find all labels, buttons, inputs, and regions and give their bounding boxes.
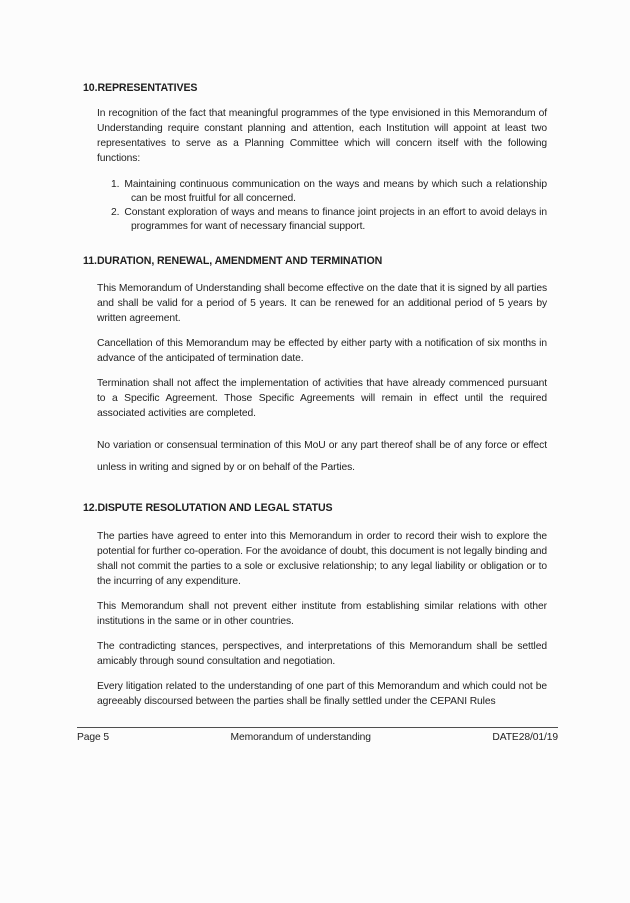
paragraph: This Memorandum shall not prevent either institute from establishing similar relations with other institutions in the same or in other countries. <box>97 601 547 627</box>
footer-date: DATE28/01/19 <box>492 732 558 743</box>
list-item-number: 2. <box>111 207 120 218</box>
section-10-heading <box>83 81 547 96</box>
section-12-number: 12. <box>83 502 98 514</box>
paragraph: The contradicting stances, perspectives, and interpretations of this Memorandum shall be settled amicably through sound consultation and negotiation. <box>97 641 547 667</box>
paragraph: In recognition of the fact that meaningful programmes of the type envisioned in this Memorandum of Understanding require constant planning and attention, each Institution will appoint at least two representatives to serve as a Planning Committee which will concern itself with the following functions: <box>97 108 547 164</box>
section-11-number: 11. <box>83 255 97 267</box>
document-content <box>83 81 547 709</box>
paragraph: This Memorandum of Understanding shall become effective on the date that it is signed by all parties and shall be valid for a period of 5 years. It can be renewed for an additional period of 5 years by written agreement. <box>97 283 547 324</box>
list-item-text: Constant exploration of ways and means to finance joint projects in an effort to avoid delays in programmes for want of necessary financial support. <box>124 207 547 232</box>
paragraph: Every litigation related to the understanding of one part of this Memorandum and which could not be agreeably discoursed between the parties shall be finally settled under the CEPANI Rules <box>97 681 547 707</box>
numbered-list-item <box>83 206 547 234</box>
paragraph: Termination shall not affect the implementation of activities that have already commenced pursuant to a Specific Agreement. Those Specific Agreements will remain in effect until the required associated activities are completed. <box>97 378 547 419</box>
list-item-text: Maintaining continuous communication on the ways and means by which such a relationship can be most fruitful for all concerned. <box>124 179 547 204</box>
section-12-heading <box>83 501 547 516</box>
paragraph: No variation or consensual termination of this MoU or any part thereof shall be of any force or effect unless in writing and signed by or on behalf of the Parties. <box>97 440 547 473</box>
numbered-list <box>83 178 547 234</box>
numbered-list-item <box>83 178 547 206</box>
footer-page-number: Page 5 <box>77 732 110 743</box>
paragraph: Cancellation of this Memorandum may be effected by either party with a notification of six months in advance of the anticipated of termination date. <box>97 338 547 364</box>
footer-doc-title: Memorandum of understanding <box>230 732 371 743</box>
section-11-title: DURATION, RENEWAL, AMENDMENT AND TERMINATION <box>97 255 383 267</box>
section-12-title: DISPUTE RESOLUTATION AND LEGAL STATUS <box>97 502 333 514</box>
paragraph: The parties have agreed to enter into this Memorandum in order to record their wish to explore the potential for further co-operation. For the avoidance of doubt, this document is not legally binding and shall not commit the parties to a sole or exclusive relationship; to any legal liability or obligation or to the incurring of any expenditure. <box>97 531 547 587</box>
section-10-title: REPRESENTATIVES <box>97 82 198 94</box>
section-11-heading <box>83 254 547 269</box>
section-10-number: 10. <box>83 82 98 94</box>
page-footer <box>77 727 558 743</box>
list-item-number: 1. <box>111 179 120 190</box>
